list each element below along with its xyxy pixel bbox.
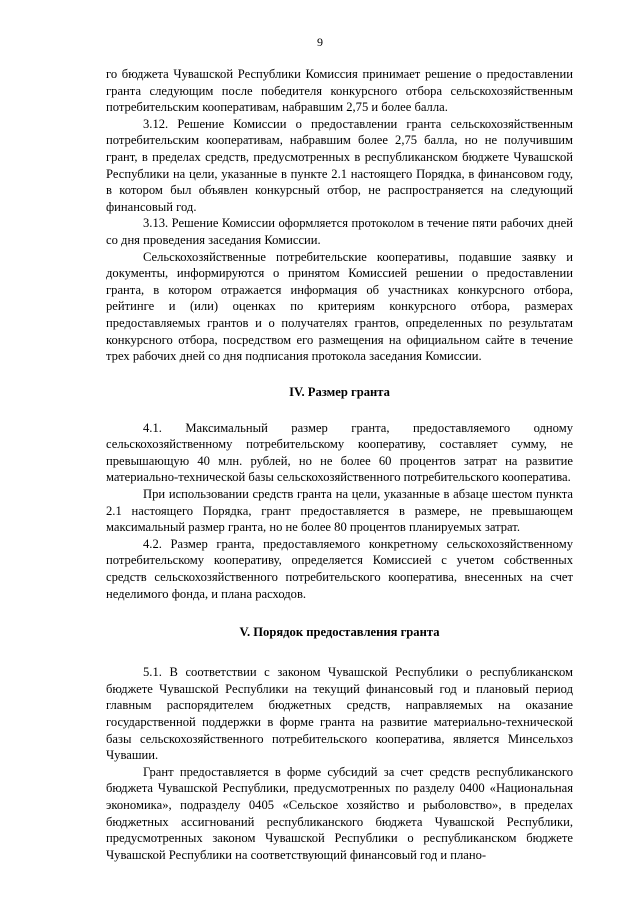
- paragraph-4-2: 4.2. Размер гранта, предоставляемого конкретному сельскохозяйственному потребительскому кооперативу, определяется Комиссией с учетом собственных средств сельскохозяйственного потребительского кооператива, внесенных на счет неделимого фонда, и плана расходов.: [106, 536, 573, 601]
- page-number: 9: [317, 35, 323, 49]
- section-4-heading: IV. Размер гранта: [289, 384, 390, 399]
- section-5-heading: V. Порядок предоставления гранта: [239, 625, 440, 640]
- document-body: [106, 66, 573, 863]
- paragraph-3-13: 3.13. Решение Комиссии оформляется протоколом в течение пяти рабочих дней со дня проведения заседания Комиссии.: [106, 216, 573, 247]
- paragraph-continuation: го бюджета Чувашской Республики Комиссия принимает решение о предоставлении гранта следующим после победителя конкурсного отбора сельскохозяйственным потребительским кооперативам, набравшим 2,75 и более балла.: [106, 67, 573, 115]
- paragraph-5-1: 5.1. В соответствии с законом Чувашской Республики о республиканском бюджете Чувашской Республики на текущий финансовый год и плановый период главным распорядителем бюджетных средств, направляемых на оказание государственной поддержки в форме гранта на развитие материально-технической базы сельскохозяйственного потребительского кооператива, является Минсельхоз Чувашии.: [106, 665, 573, 763]
- paragraph-5-1-grant-form: Грант предоставляется в форме субсидий за счет средств республиканского бюджета Чувашской Республики, предусмотренных по разделу 0400 «Национальная экономика», подразделу 0405 «Сельское хозяйство и рыболовство», в пределах бюджетных ассигнований республиканского бюджета Чувашской Республики, предусмотренных законом Чувашской Республики о республиканском бюджете Чувашской Республики на соответствующий финансовый год и плано-: [106, 764, 573, 862]
- paragraph-cooperatives-informed: Сельскохозяйственные потребительские кооперативы, подавшие заявку и документы, информируются о принятом Комиссией решении о предоставлении гранта, в котором отражается информация об участниках конкурсного отбора, рейтинге и (или) оценках по критериям конкурсного отбора, размерах предоставляемых грантов и о получателях грантов, определенных по результатам конкурсного отбора, посредством его размещения на официальном сайте в течение трех рабочих дней со дня подписания протокола заседания Комиссии.: [106, 249, 573, 364]
- paragraph-4-1-note: При использовании средств гранта на цели, указанные в абзаце шестом пункта 2.1 настоящего Порядка, грант предоставляется в размере, не превышающем максимальный размер гранта, но не более 80 процентов планируемых затрат.: [106, 487, 573, 535]
- paragraph-4-1: 4.1. Максимальный размер гранта, предоставляемого одному сельскохозяйственному потребительскому кооперативу, составляет сумму, не превышающую 40 млн. рублей, но не более 60 процентов затрат на развитие материально-технической базы сельскохозяйственного потребительского кооператива.: [106, 420, 573, 485]
- paragraph-3-12: 3.12. Решение Комиссии о предоставлении гранта сельскохозяйственным потребительским кооперативам, набравшим более 2,75 балла, но не получившим грант, в пределах средств, предусмотренных в республиканском бюджете Чувашской Республики на цели, указанные в пункте 2.1 настоящего Порядка, в финансовом году, в котором был объявлен конкурсный отбор, не распространяется на следующий финансовый год.: [106, 116, 573, 214]
